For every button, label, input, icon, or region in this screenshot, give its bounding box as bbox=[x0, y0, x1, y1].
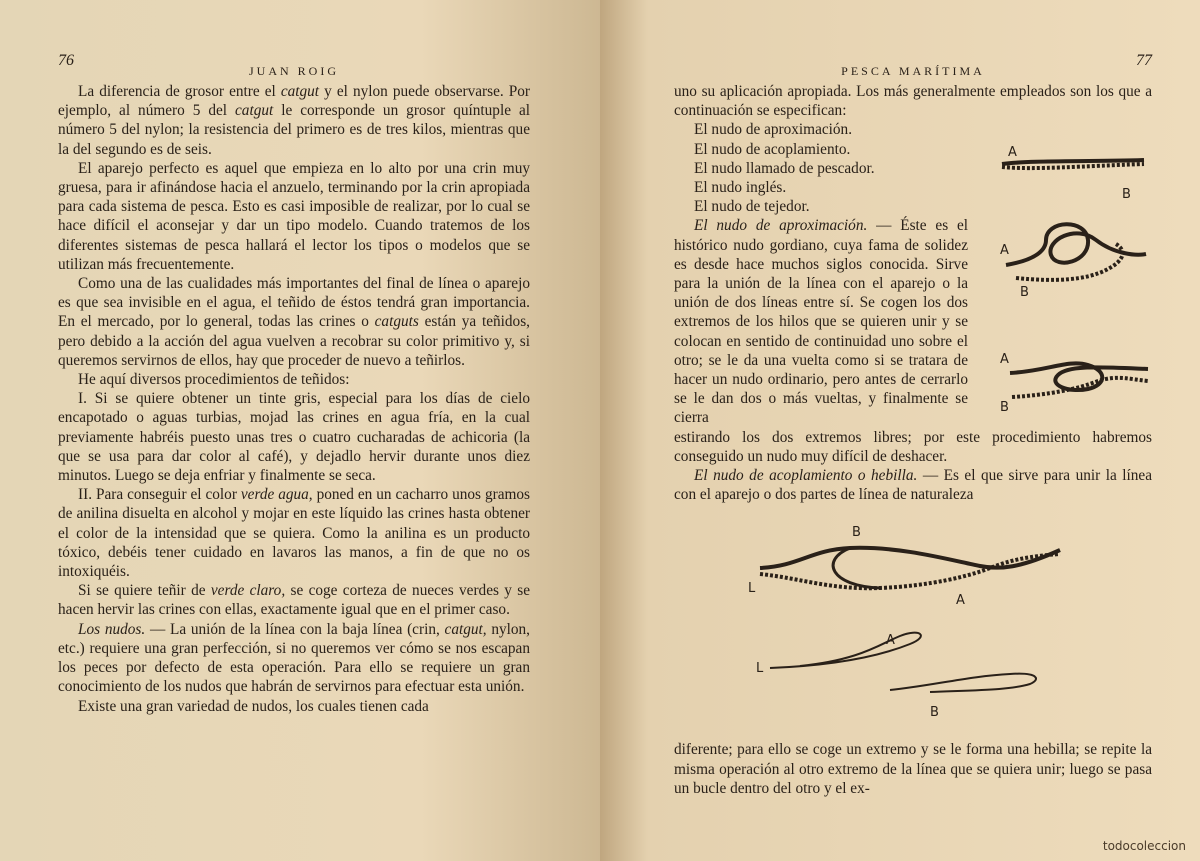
knot-list-item: El nudo inglés. bbox=[694, 179, 787, 197]
left-paragraph: Si se quiere teñir de verde claro, se coge corteza de nueces verdes y se hacen hervir las crines con ellas, exactamente igual que en el primer caso. bbox=[58, 582, 531, 619]
left-running-title: JUAN ROIG bbox=[249, 64, 339, 78]
left-paragraph: He aquí diversos procedimientos de teñidos: bbox=[78, 371, 350, 389]
left-paragraph: La diferencia de grosor entre el catgut y el nylon puede observarse. Por ejemplo, al número 5 del catgut le corresponde un grosor quíntuple al número 5 del nylon; la resistencia del primero es de tres kilos, mientras que la del segundo es de seis. bbox=[58, 83, 530, 158]
intro-paragraph: uno su aplicación apropiada. Los más generalmente empleados son los que a continuación se especifican: bbox=[674, 83, 1152, 120]
knot-figure-3 bbox=[998, 345, 1158, 415]
acoplamiento-paragraph: El nudo de acoplamiento o hebilla. — Es el que sirve para unir la línea con el aparejo o dos partes de línea de naturaleza bbox=[674, 467, 1152, 504]
right-page bbox=[600, 0, 1200, 861]
fig-label: A bbox=[1008, 145, 1017, 160]
left-page-number: 76 bbox=[58, 52, 74, 69]
left-paragraph: Como una de las cualidades más importantes del final de línea o aparejo es que sea invisible en el agua, el teñido de éstos tendrá gran importancia. En el mercado, por lo general, todas las crines o catguts están ya teñidos, pero debido a la acción del agua vuelven a recobrar su color primitivo y, si queremos servirnos de ellos, hay que proceder de nuevo a teñirlos. bbox=[58, 275, 530, 369]
left-paragraph: Existe una gran variedad de nudos, los cuales tienen cada bbox=[78, 697, 429, 715]
aproximacion-paragraph-cont: estirando los dos extremos libres; por este procedimiento habremos conseguido un nudo muy difícil de deshacer. bbox=[674, 428, 1152, 465]
fig-label: B bbox=[1000, 400, 1009, 415]
fig-label: A bbox=[1000, 243, 1009, 258]
aproximacion-paragraph: El nudo de aproximación. — Éste es el histórico nudo gordiano, cuya fama de solidez es desde hace muchos siglos conocida. Sirve para la unión de la línea con el aparejo o la unión de dos líneas entre sí. Se cogen los dos extremos de los hilos que se quieren unir y se colocan en sentido de continuidad uno sobre el otro; se le da una vuelta como si se tratara de hacer un nudo ordinario, pero antes de cerrarlo se le dan dos o más vueltas, y finalmente se cierra bbox=[674, 217, 968, 427]
fig-label: B bbox=[1122, 187, 1131, 202]
left-paragraph: II. Para conseguir el color verde agua, poned en un cacharro unos gramos de anilina disuelta en alcohol y mojar en este líquido las crines hasta obtener el color de la intensidad que se quiera. Como la anilina es un producto tóxico, debéis tener cuidado en lavaros las manos, a fin de que no os intoxiquéis. bbox=[58, 486, 530, 581]
fig-label: B bbox=[1020, 285, 1029, 300]
right-running-title: PESCA MARÍTIMA bbox=[841, 64, 985, 78]
knot-figure-1 bbox=[994, 140, 1154, 202]
left-paragraph: I. Si se quiere obtener un tinte gris, especial para los días de cielo encapotado o aguas turbias, mojad las crines en agua fría, en la cual previamente habréis puesto unas tres o cuatro cucharadas de achicoria (la que se usa para dar color al café), y dejadlo hervir durante unos diez minutos. Luego se deja enfriar y finalmente se seca. bbox=[58, 390, 530, 485]
fig-label: L bbox=[756, 661, 764, 676]
fig-label: B bbox=[852, 525, 861, 540]
left-body-text bbox=[58, 82, 530, 716]
fig-label: A bbox=[886, 633, 895, 648]
left-paragraph: El aparejo perfecto es aquel que empieza en lo alto por una crin muy gruesa, para ir afinándose hacia el anzuelo, terminando por la crin apropiada para cada sistema de pesca. Esto es casi imposible de realizar, por lo cual se hace difícil el aconsejar y dar un tipo modelo. Cuando tratemos de los diferentes sistemas de pesca hallará el lector los tipos o modelos que se utilizan más frecuentemente. bbox=[58, 159, 530, 273]
fig-label: L bbox=[748, 581, 756, 596]
aproximacion-title: El nudo de aproximación. bbox=[694, 217, 868, 235]
knot-list-item: El nudo de acoplamiento. bbox=[694, 140, 851, 158]
fig-label: B bbox=[930, 705, 939, 720]
left-running-head bbox=[58, 52, 530, 82]
knot-list-item: El nudo llamado de pescador. bbox=[694, 159, 875, 177]
fig-label: A bbox=[1000, 352, 1009, 367]
acoplamiento-title: El nudo de acoplamiento o hebilla. bbox=[694, 467, 918, 485]
final-paragraph: diferente; para ello se coge un extremo y se le forma una hebilla; se repite la misma operación al otro extremo de la línea que se quiera unir; luego se pasa un bucle dentro del otro y el ex- bbox=[674, 741, 1152, 797]
knot-figure-4 bbox=[740, 520, 1070, 720]
knot-figure-2 bbox=[996, 210, 1156, 300]
knot-list-item: El nudo de aproximación. bbox=[694, 121, 853, 139]
fig-label: A bbox=[956, 593, 965, 608]
right-page-number: 77 bbox=[1136, 52, 1152, 69]
knot-list-item: El nudo de tejedor. bbox=[694, 198, 810, 216]
left-paragraph: Los nudos. — La unión de la línea con la baja línea (crin, catgut, nylon, etc.) requiere una gran perfección, si no queremos ver cómo se nos escapan los peces por defecto de esta operación. Para ello se requiere un gran conocimiento de los nudos que habrán de servirnos para efectuar esta unión. bbox=[58, 620, 530, 696]
right-running-head bbox=[674, 52, 1152, 82]
watermark: todocoleccion bbox=[1102, 839, 1186, 853]
